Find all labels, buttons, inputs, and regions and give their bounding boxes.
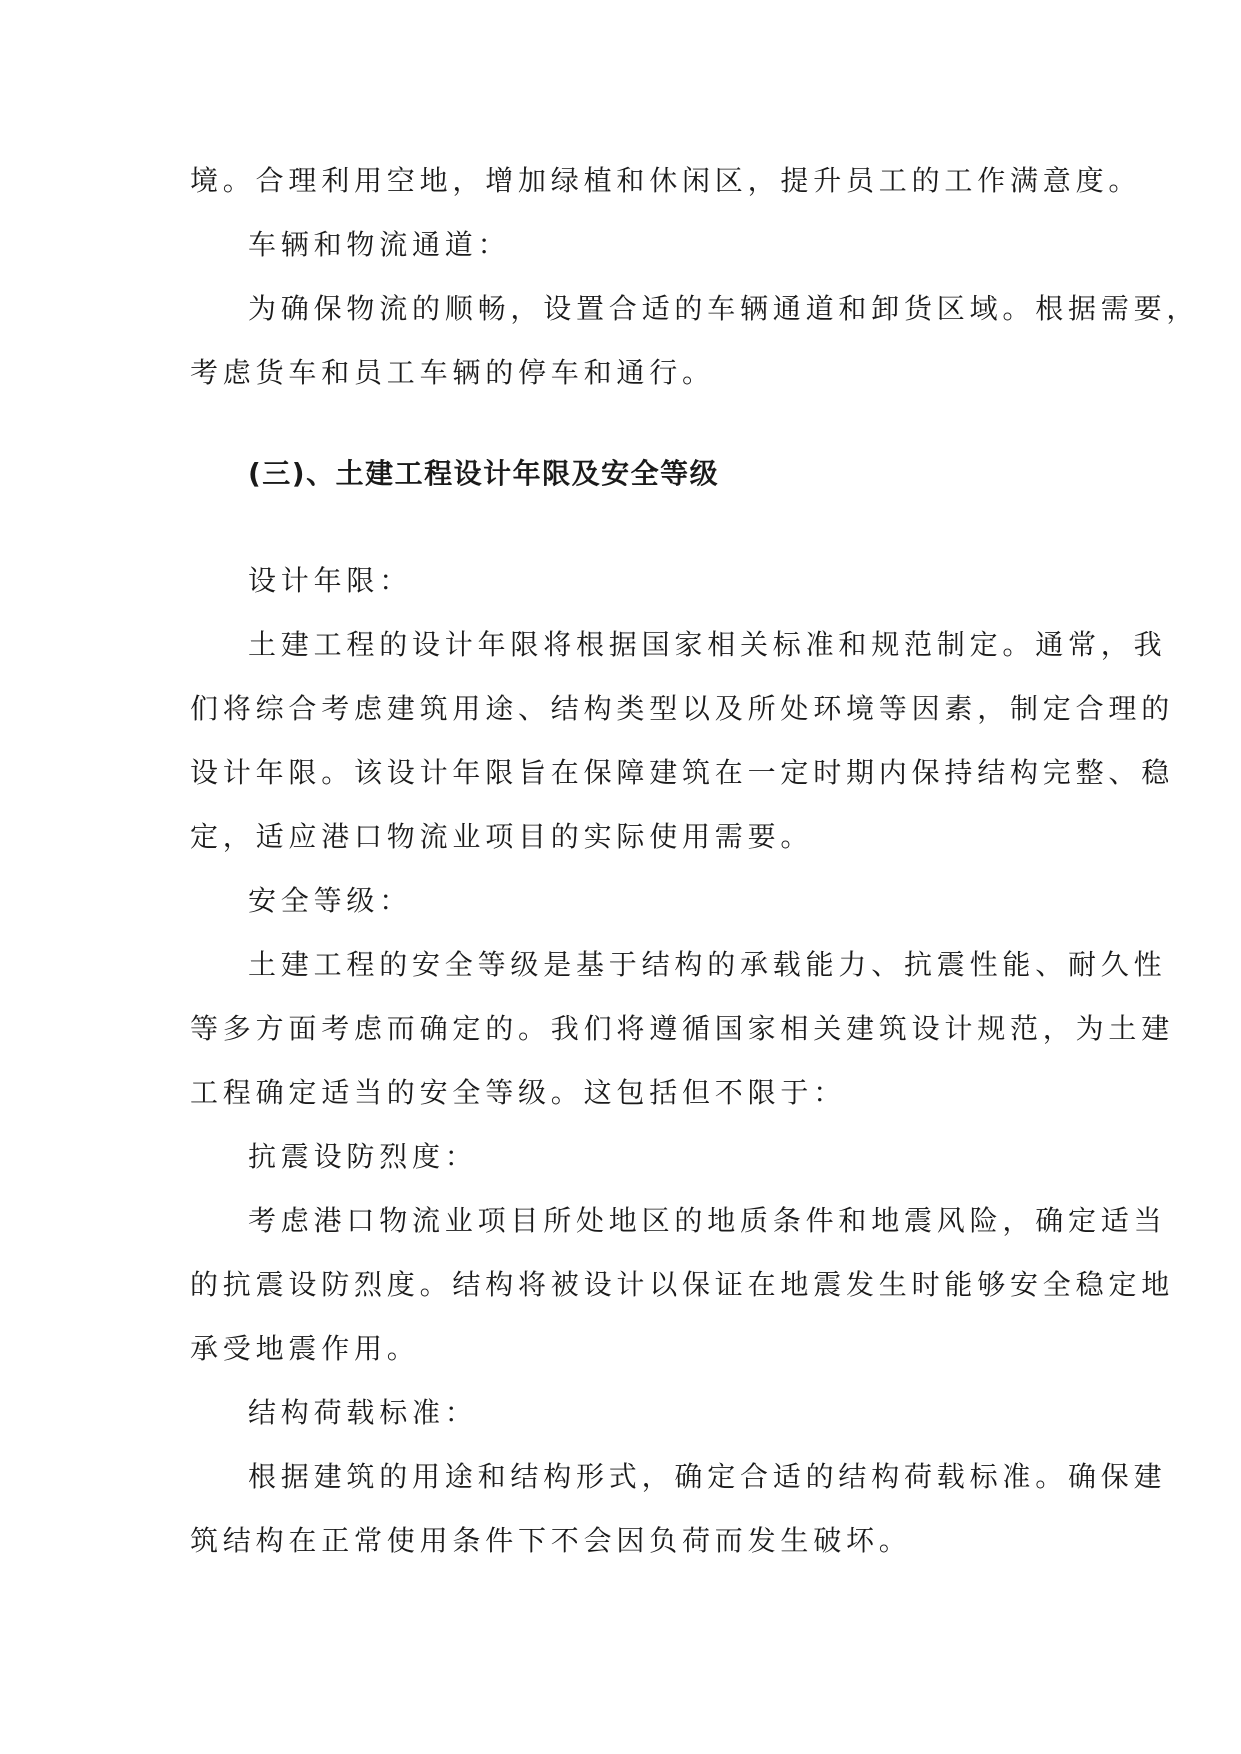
paragraph-line: 们将综合考虑建筑用途、结构类型以及所处环境等因素，制定合理的 [190, 692, 1175, 725]
paragraph-line: 承受地震作用。 [190, 1332, 420, 1365]
section-heading: (三)、土建工程设计年限及安全等级 [248, 457, 720, 490]
paragraph-line: 等多方面考虑而确定的。我们将遵循国家相关建筑设计规范，为土建 [190, 1012, 1175, 1045]
subheading-load-standard: 结构荷载标准： [248, 1396, 478, 1429]
document-body [190, 163, 1200, 1587]
paragraph-line: 考虑港口物流业项目所处地区的地质条件和地震风险，确定适当 [248, 1204, 1167, 1237]
paragraph-line: 定，适应港口物流业项目的实际使用需要。 [190, 820, 814, 853]
paragraph-line: 土建工程的设计年限将根据国家相关标准和规范制定。通常，我 [248, 628, 1167, 661]
paragraph-line: 筑结构在正常使用条件下不会因负荷而发生破坏。 [190, 1524, 912, 1557]
paragraph-line: 境。合理利用空地，增加绿植和休闲区，提升员工的工作满意度。 [190, 164, 1142, 197]
subheading-vehicle-logistics: 车辆和物流通道： [248, 228, 511, 261]
paragraph-line: 工程确定适当的安全等级。这包括但不限于： [190, 1076, 847, 1109]
paragraph-line: 为确保物流的顺畅，设置合适的车辆通道和卸货区域。根据需要， [248, 292, 1200, 325]
spacer [190, 520, 1050, 563]
subheading-design-life: 设计年限： [248, 564, 413, 597]
paragraph-line: 根据建筑的用途和结构形式，确定合适的结构荷载标准。确保建 [248, 1460, 1167, 1493]
subheading-safety-level: 安全等级： [248, 884, 413, 917]
paragraph-line: 土建工程的安全等级是基于结构的承载能力、抗震性能、耐久性 [248, 948, 1167, 981]
spacer [190, 419, 1050, 456]
paragraph-line: 的抗震设防烈度。结构将被设计以保证在地震发生时能够安全稳定地 [190, 1268, 1175, 1301]
paragraph-line: 考虑货车和员工车辆的停车和通行。 [190, 356, 715, 389]
subheading-seismic-intensity: 抗震设防烈度： [248, 1140, 478, 1173]
paragraph-line: 设计年限。该设计年限旨在保障建筑在一定时期内保持结构完整、稳 [190, 756, 1175, 789]
